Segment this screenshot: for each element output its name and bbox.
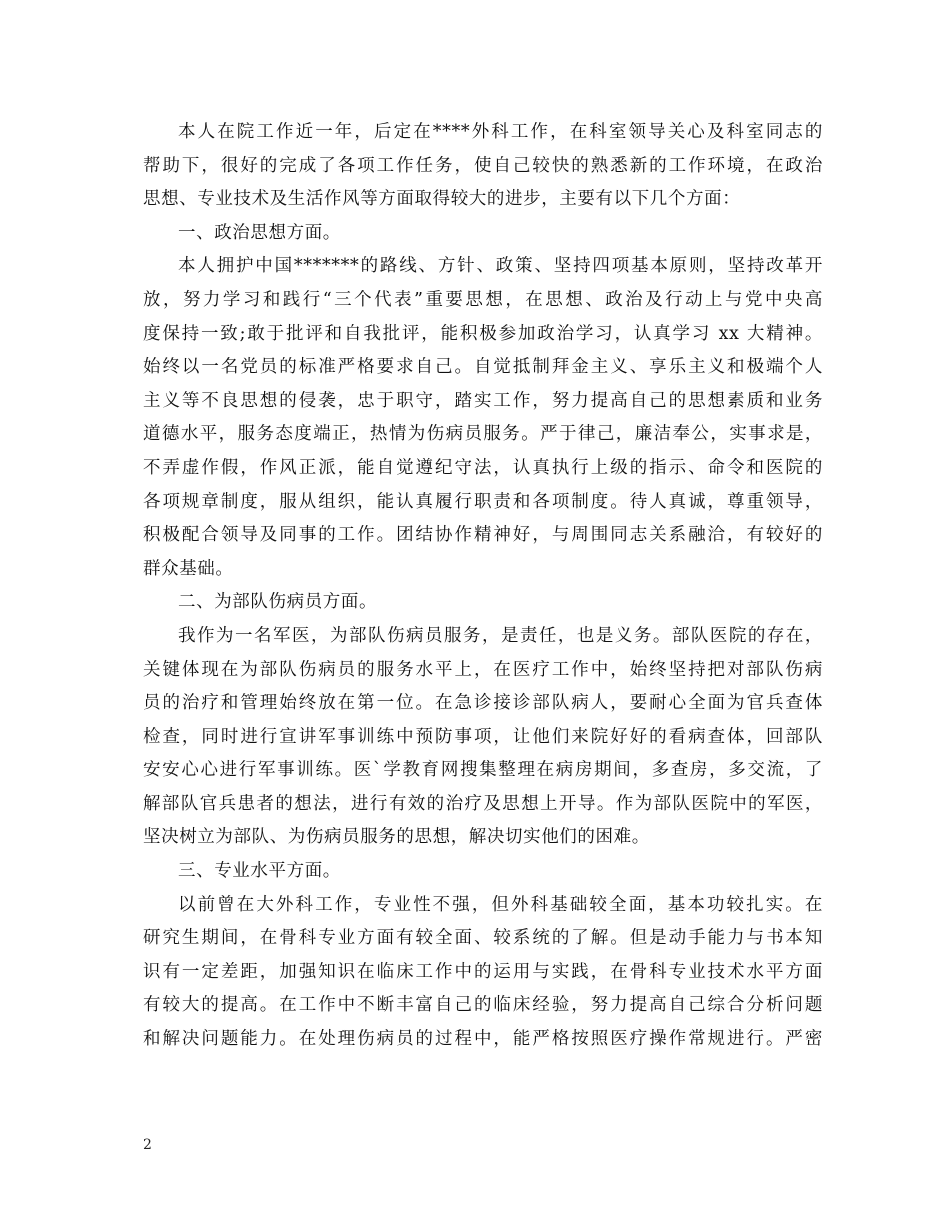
text-line: 三、专业水平方面。 [178,861,341,882]
text-line: 解部队官兵患者的想法，进行有效的治疗及思想上开导。作为部队医院中的军医， [143,793,823,814]
text-line: 放，努力学习和践行“三个代表”重要思想，在思想、政治及行动上与党中央高 [143,289,823,310]
text-line: 研究生期间，在骨科专业方面有较全面、较系统的了解。但是动手能力与书本知 [143,928,823,949]
text-line: 关键体现在为部队伤病员的服务水平上，在医疗工作中，始终坚持把对部队伤病 [143,659,823,680]
text-line: 帮助下，很好的完成了各项工作任务，使自己较快的熟悉新的工作环境，在政治 [143,155,823,176]
text-line: 各项规章制度，服从组织，能认真履行职责和各项制度。待人真诚，尊重领导， [143,491,823,512]
text-line: 始终以一名党员的标准严格要求自己。自觉抵制拜金主义、享乐主义和极端个人 [143,357,823,378]
text-line: 检查，同时进行宣讲军事训练中预防事项，让他们来院好好的看病查体，回部队 [143,726,823,747]
text-line: 和解决问题能力。在处理伤病员的过程中，能严格按照医疗操作常规进行。严密 [143,1029,823,1050]
text-line: 安安心心进行军事训练。医`学教育网搜集整理在病房期间，多查房，多交流，了 [143,760,823,781]
page-number: 2 [143,1137,152,1153]
text-line: 思想、专业技术及生活作风等方面取得较大的进步，主要有以下几个方面： [143,189,741,210]
text-line: 一、政治思想方面。 [178,222,341,243]
text-line: 坚决树立为部队、为伤病员服务的思想，解决切实他们的困难。 [143,827,650,848]
text-line: 群众基础。 [143,558,234,579]
text-line: 员的治疗和管理始终放在第一位。在急诊接诊部队病人，要耐心全面为官兵查体 [143,693,823,714]
text-line: 不弄虚作假，作风正派，能自觉遵纪守法，认真执行上级的指示、命令和医院的 [143,457,823,478]
text-line: 本人拥护中国*******的路线、方针、政策、坚持四项基本原则，坚持改革开 [178,256,823,277]
document-body [143,116,823,1057]
text-line: 度保持一致;敢于批评和自我批评，能积极参加政治学习，认真学习 xx 大精神。 [143,323,823,344]
text-line: 本人在院工作近一年，后定在****外科工作，在科室领导关心及科室同志的 [178,122,823,142]
text-line: 主义等不良思想的侵袭，忠于职守，踏实工作，努力提高自己的思想素质和业务 [143,390,823,411]
text-line: 二、为部队伤病员方面。 [178,592,378,613]
text-line: 积极配合领导及同事的工作。团结协作精神好，与周围同志关系融洽，有较好的 [143,525,823,546]
text-line: 我作为一名军医，为部队伤病员服务，是责任，也是义务。部队医院的存在， [178,625,823,646]
text-line: 以前曾在大外科工作，专业性不强，但外科基础较全面，基本功较扎实。在 [178,894,823,915]
text-line: 识有一定差距，加强知识在临床工作中的运用与实践，在骨科专业技术水平方面 [143,961,823,982]
text-line: 有较大的提高。在工作中不断丰富自己的临床经验，努力提高自己综合分析问题 [143,995,823,1016]
text-line: 道德水平，服务态度端正，热情为伤病员服务。严于律己，廉洁奉公，实事求是， [143,424,823,445]
